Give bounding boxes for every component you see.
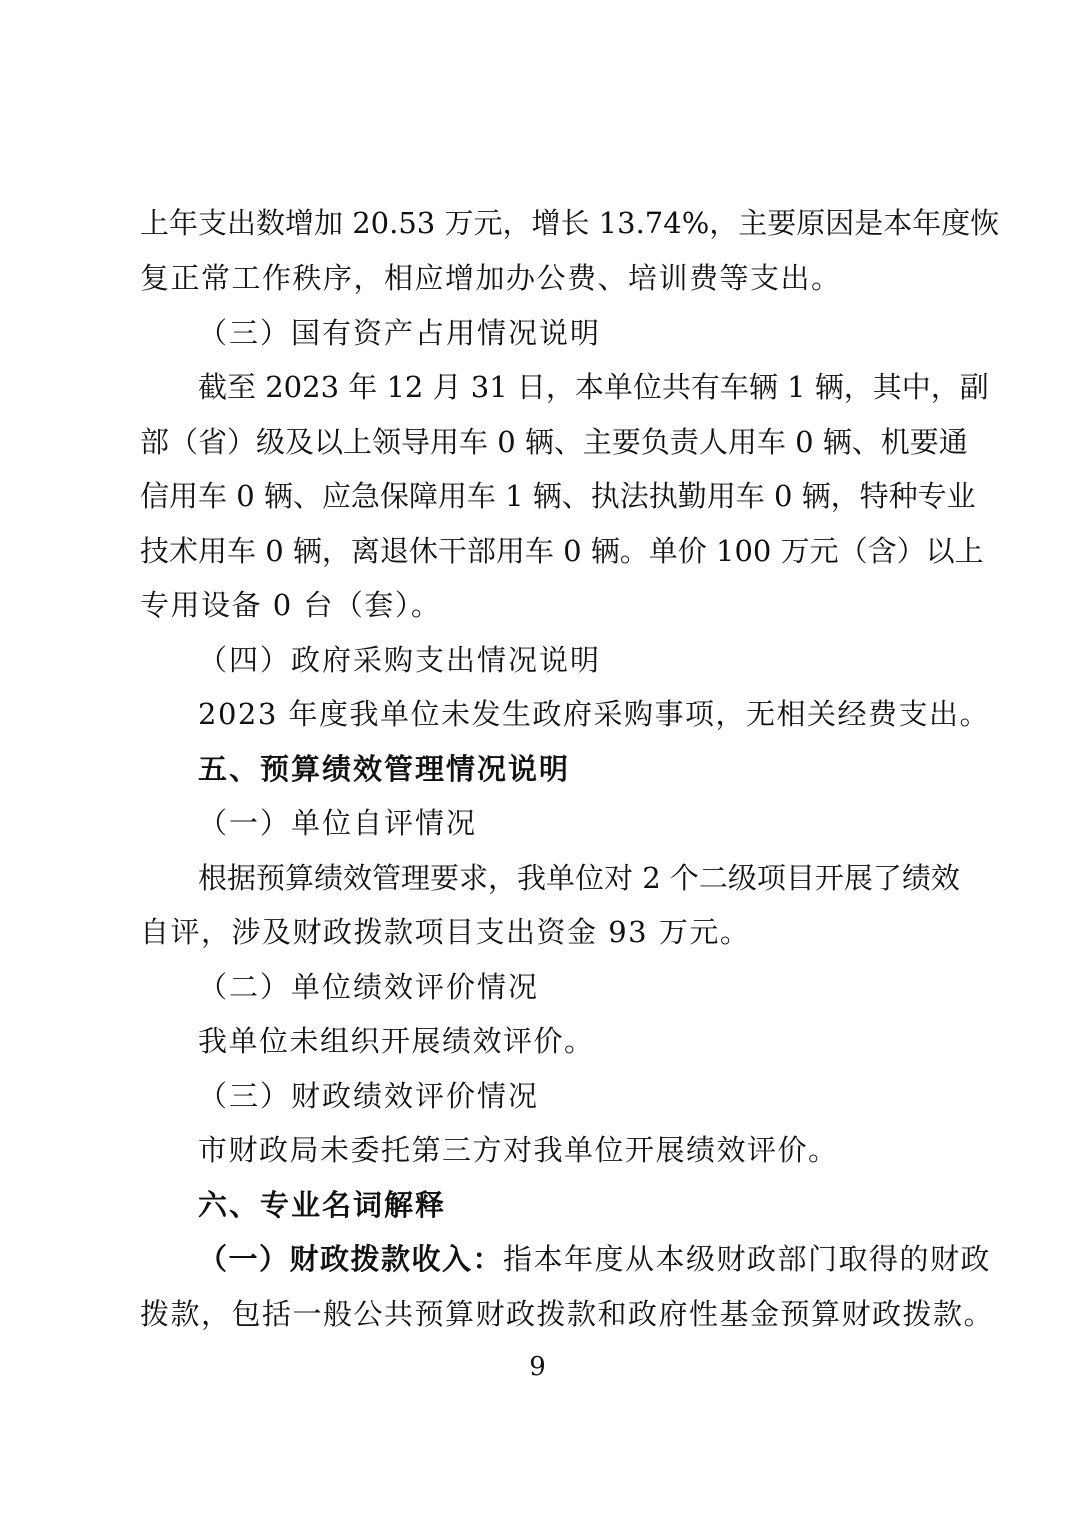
chapter-heading-glossary: 六、专业名词解释 bbox=[198, 1188, 447, 1222]
section-heading-procurement: （四）政府采购支出情况说明 bbox=[198, 643, 602, 677]
asset-paragraph-line-4 bbox=[140, 531, 984, 571]
asset-paragraph-line-1-text: 截至 2023 年 12 月 31 日，本单位共有车辆 1 辆，其中，副 bbox=[198, 370, 989, 404]
subheading-unit-evaluation: （二）单位绩效评价情况 bbox=[198, 970, 540, 1004]
glossary-term-1-label: （一）财政拨款收入： bbox=[198, 1242, 504, 1276]
section-heading-asset: （三）国有资产占用情况说明 bbox=[198, 316, 602, 350]
page-number: 9 bbox=[529, 1352, 546, 1382]
glossary-term-1-definition-start: 指本年度从本级财政部门取得的财政 bbox=[503, 1242, 992, 1276]
asset-paragraph-line-5: 专用设备 0 台（套）。 bbox=[140, 588, 442, 622]
finance-evaluation-paragraph: 市财政局未委托第三方对我单位开展绩效评价。 bbox=[198, 1133, 839, 1167]
chapter-heading-performance: 五、预算绩效管理情况说明 bbox=[198, 752, 571, 786]
self-evaluation-line-1 bbox=[198, 858, 960, 898]
asset-paragraph-line-2 bbox=[140, 422, 968, 462]
paragraph-1-line-1-text: 上年支出数增加 20.53 万元，增长 13.74%，主要原因是本年度恢 bbox=[140, 206, 1000, 240]
paragraph-1-line-2: 复正常工作秩序，相应增加办公费、培训费等支出。 bbox=[140, 261, 842, 295]
unit-evaluation-paragraph: 我单位未组织开展绩效评价。 bbox=[198, 1024, 595, 1058]
glossary-term-1-line-1 bbox=[198, 1239, 992, 1279]
asset-paragraph-line-3 bbox=[140, 476, 976, 516]
self-evaluation-line-2: 自评，涉及财政拨款项目支出资金 93 万元。 bbox=[140, 915, 751, 949]
asset-paragraph-line-3-text: 信用车 0 辆、应急保障用车 1 辆、执法执勤用车 0 辆，特种专业 bbox=[140, 479, 976, 513]
asset-paragraph-line-1 bbox=[198, 367, 989, 407]
subheading-finance-evaluation: （三）财政绩效评价情况 bbox=[198, 1079, 540, 1113]
subheading-self-evaluation: （一）单位自评情况 bbox=[198, 806, 478, 840]
glossary-term-1-line-2: 拨款，包括一般公共预算财政拨款和政府性基金预算财政拨款。 bbox=[140, 1297, 995, 1331]
asset-paragraph-line-4-text: 技术用车 0 辆，离退休干部用车 0 辆。单价 100 万元（含）以上 bbox=[140, 534, 984, 568]
paragraph-1-line-1 bbox=[140, 203, 1000, 243]
asset-paragraph-line-2-text: 部（省）级及以上领导用车 0 辆、主要负责人用车 0 辆、机要通 bbox=[140, 425, 968, 459]
self-evaluation-line-1-text: 根据预算绩效管理要求，我单位对 2 个二级项目开展了绩效 bbox=[198, 861, 960, 895]
procurement-paragraph: 2023 年度我单位未发生政府采购事项，无相关经费支出。 bbox=[198, 697, 991, 731]
